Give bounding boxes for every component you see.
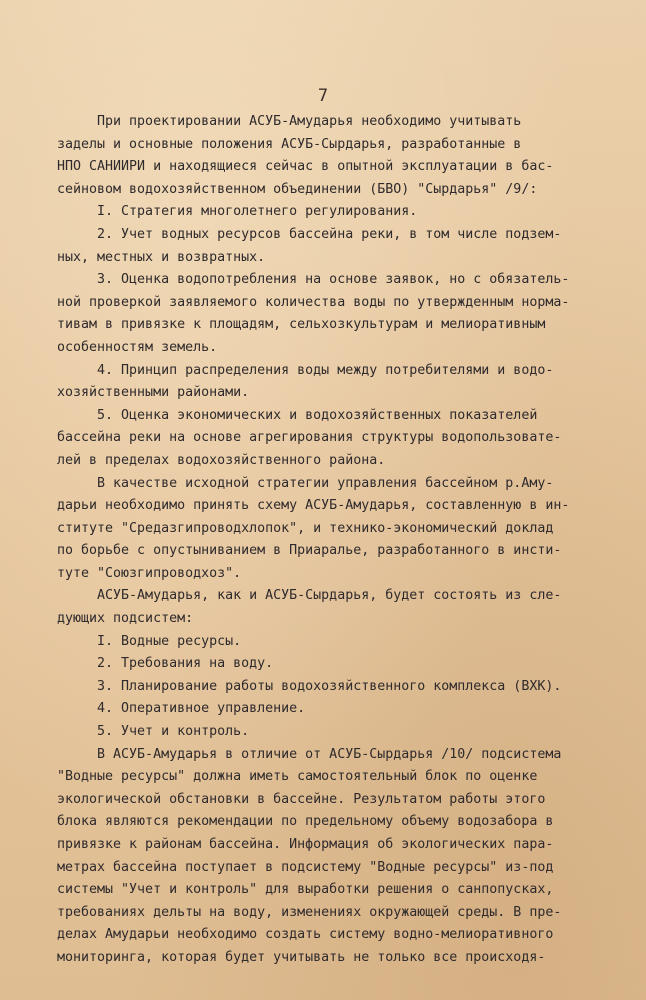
text-line: требованиях дельты на воду, изменениях окружающей среды. В пре- <box>57 904 562 920</box>
text-line: АСУБ-Амударья, как и АСУБ-Сырдарья, будет состоять из сле- <box>57 588 562 604</box>
text-line: НПО САНИИРИ и находящиеся сейчас в опытной эксплуатации в бас- <box>57 159 554 175</box>
text-line: хозяйственными районами. <box>57 385 250 401</box>
text-line: привязке к районам бассейна. Информация об экологических пара- <box>57 837 554 852</box>
text-line: I. Стратегия многолетнего регулирования. <box>57 204 418 220</box>
text-line: лей в пределах водохозяйственного района. <box>57 452 386 468</box>
text-line: 5. Оценка экономических и водохозяйственных показателей <box>57 407 538 423</box>
text-line: ной проверкой заявляемого количества воды по утвержденным норма- <box>57 294 570 310</box>
text-line: делах Амударьи необходимо создать систему водно-мелиоративного <box>57 927 554 943</box>
text-line: мониторинга, которая будет учитывать не только все происходя- <box>57 949 546 965</box>
text-line: "Водные ресурсы" должна иметь самостоятельный блок по оценке <box>57 769 538 785</box>
text-line: В качестве исходной стратегии управления бассейном р.Аму- <box>57 475 554 491</box>
text-line: 3. Оценка водопотребления на основе заявок, но с обязатель- <box>57 272 570 288</box>
text-line: экологической обстановки в бассейне. Результатом работы этого <box>57 791 546 807</box>
text-line: по борьбе с опустыниванием в Приаралье, разработанного в инсти- <box>57 543 562 559</box>
text-line: дарьи необходимо принять схему АСУБ-Амударья, составленную в ин- <box>57 498 570 514</box>
text-line: В АСУБ-Амударья в отличие от АСУБ-Сырдарья /10/ подсистема <box>57 746 562 762</box>
text-line: метрах бассейна поступает в подсистему "Водные ресурсы" из-под <box>57 859 554 875</box>
text-line: системы "Учет и контроль" для выработки решения о санпопусках, <box>57 882 554 898</box>
page-number: 7 <box>317 86 329 106</box>
text-line: особенностям земель. <box>57 339 218 355</box>
text-line: заделы и основные положения АСУБ-Сырдарья, разработанные в <box>57 136 522 152</box>
text-line: туте "Союзгипроводхоз". <box>57 565 242 581</box>
text-line: 2. Учет водных ресурсов бассейна реки, в том числе подзем- <box>57 226 562 242</box>
text-line: ституте "Средазгипроводхлопок", и технико-экономический доклад <box>57 520 554 536</box>
text-line: 4. Оперативное управление. <box>57 701 306 717</box>
text-line: 4. Принцип распределения воды между потребителями и водо- <box>57 362 554 378</box>
text-line: При проектировании АСУБ-Амударья необходимо учитывать <box>57 114 522 129</box>
text-line: 5. Учет и контроль. <box>57 724 250 740</box>
text-line: дующих подсистем: <box>57 611 194 627</box>
text-line: 2. Требования на воду. <box>57 656 274 672</box>
text-line: сейновом водохозяйственном объединении (БВО) "Сырдарья" /9/: <box>57 181 538 197</box>
text-line: блока являются рекомендации по предельному объему водозабора в <box>57 814 554 830</box>
text-line: тивам в привязке к площадям, сельхозкультурам и мелиоративным <box>57 317 546 333</box>
text-line: 3. Планирование работы водохозяйственного комплекса (ВХК). <box>57 678 562 694</box>
text-line: бассейна реки на основе агрегирования структуры водопользовате- <box>57 430 562 446</box>
body-text <box>57 111 637 970</box>
text-line: ных, местных и возвратных. <box>57 249 266 265</box>
text-line: I. Водные ресурсы. <box>57 633 242 649</box>
